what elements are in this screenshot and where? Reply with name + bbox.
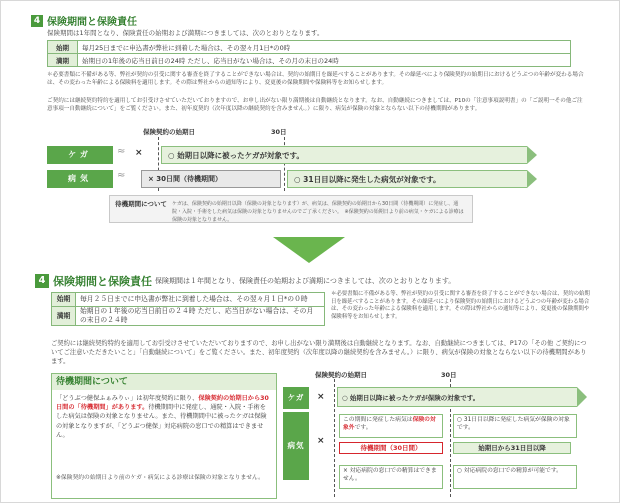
timeline-start-line <box>334 379 335 497</box>
timeline-day30-label: 30日 <box>441 371 457 379</box>
waiting-period-body-text: 「どうぶつ健保ふぁみりぃ」は初年度契約に限り、 <box>56 395 199 402</box>
before-section <box>1 1 620 237</box>
period-start-text: 毎月25日までに申込書が弊社に到着した場合は、その翌々月1日*の0時 <box>78 41 571 54</box>
period-start-label: 始期 <box>48 41 78 54</box>
after-section-heading <box>35 273 152 289</box>
illness-covered-box: ○ 31日目以降に発症した病気が保険の対象です。 <box>453 414 577 438</box>
section-number-badge: 4 <box>31 15 43 27</box>
wave-break-icon: ≈ <box>117 170 126 181</box>
waiting-period-bar: × 30日間（待機期間） <box>141 170 281 188</box>
period-start-text: 毎月２５日までに申込書が弊社に到着した場合は、その翌々月１日*の０時 <box>76 293 325 307</box>
table-row <box>52 307 325 326</box>
section-title: 保険期間と保険責任 <box>47 17 137 28</box>
review-note: ＊必要書類に不備がある等、弊社が契約の引受に関する審査を終了することができない場合は、契約の始期日を繰延べすることがあります。その繰延べにより保険契約の始期日におけるどうぶつの年齢が変わる場合は、その変わった年齢による保険料を適用します。その際は弊社からの通知等により、変更後の保険期間や保険料等をお知らせします。 <box>331 291 590 320</box>
illness-covered-bar: ○ 31日目以降に発生した病気が対象です。 <box>287 170 527 188</box>
table-row <box>48 41 571 54</box>
waiting-period-box <box>109 195 473 223</box>
waiting-period-chip: 待機期間（30日間） <box>339 442 443 454</box>
timeline-start-label: 保険契約の始期日 <box>143 128 195 136</box>
section-intro: 保険期間は１年間となり、保険責任の始期および満期につきましては、次のとおりとなります。 <box>155 277 456 285</box>
day31-onward-bar: 始期日から31日目以降 <box>453 442 571 454</box>
arrow-head-icon <box>527 146 537 164</box>
renewal-paragraph: ご契約には継続契約特約を適用してお引受けさせていただいておりますので、お申し出がない限り満期後は自動継続となります。なお、自動継続につきましては、P17の「その他 ご契約についてご注意いただきたいこと」「自動継続について」をご覧ください。また、初年度契約（次年度以降の継続契約を含みません。）に限り、病気が保険の対象とならない以下の待機期間があります。 <box>51 340 587 365</box>
illness-row-label: 病気 <box>47 170 113 188</box>
waiting-period-panel <box>51 373 277 499</box>
wave-break-icon: ≈ <box>117 146 126 157</box>
section-title: 保険期間と保険責任 <box>53 275 152 288</box>
cross-icon: × <box>135 148 143 158</box>
renewal-paragraph: ご契約には継続契約特約を適用してお引受けさせていただいておりますので、お申し出がない限り満期後は自動継続となります。なお、自動継続につきましては、P10の「注意事項説明書」の「ご説明一その他ご注意事項一自動継続について」をご覧ください。また、初年度契約（次年度以降の継続契約を含みません。）に限り、病気が保険の対象とならない以下の待機期間があります。 <box>47 98 583 112</box>
period-end-label: 満期 <box>48 54 78 67</box>
illness-excluded-text: この期間に発症した病気は <box>343 417 413 423</box>
review-note: ＊必要書類に不備がある等、弊社が契約の引受に関する審査を終了することができない場合は、契約の始期日を繰延べすることがあります。その繰延べにより保険契約の始期日におけるどうぶつの年齢が変わる場合は、その変わった年齢による保険料を適用します。その際は弊社からの通知等により、変更後の保険期間や保険料等をお知らせします。 <box>47 72 584 86</box>
section-number-badge: 4 <box>35 274 49 288</box>
table-row <box>48 54 571 67</box>
injury-covered-bar: ○ 始期日以降に被ったケガが対象です。 <box>161 146 527 164</box>
arrow-head-icon <box>527 170 537 188</box>
period-end-text: 始期日の1年後の応当日前日の24時 ただし、応当日がない場合は、その月の末日の24時 <box>78 54 571 67</box>
window-settlement-box: ○ 対応病院の窓口での精算が可能です。 <box>453 465 577 489</box>
down-arrow-icon <box>273 237 345 263</box>
illness-excluded-box <box>339 414 443 438</box>
table-row <box>52 293 325 307</box>
injury-row-label: ケガ <box>47 146 113 164</box>
after-section <box>1 269 620 504</box>
timeline-start-label: 保険契約の始期日 <box>315 371 367 379</box>
timeline-day30-label: 30日 <box>271 128 287 136</box>
waiting-period-title: 待機期間について <box>52 374 276 390</box>
waiting-period-title: 待機期間について <box>115 200 167 208</box>
cross-icon: × <box>317 392 325 402</box>
waiting-period-note: ※保険契約の始期日より前のケガ・病気による診療は保険の対象となりません。 <box>56 475 264 481</box>
illness-excluded-highlight: 保険の対象外 <box>343 417 436 431</box>
period-end-text: 始期日の１年後の応当日前日の２４時 ただし、応当日がない場合は、その月の末日の２４時 <box>76 307 325 326</box>
period-end-label: 満期 <box>52 307 76 326</box>
illness-row-label: 病気 <box>283 412 309 480</box>
arrow-head-icon <box>577 387 587 407</box>
section-intro: 保険期間は1年間となり、保険責任の始期および満期につきましては、次のとおりとなります。 <box>47 29 324 37</box>
injury-row-label: ケガ <box>283 387 309 409</box>
waiting-period-body-text: 待機期間中に発症し、通院・入院・手術をした病気は保険の対象となりません。また、待機期間中に被ったケガは保険の対象となりますが、「どうぶつ健保」対応病院の窓口での精算はできません。 <box>56 404 267 439</box>
period-table <box>47 40 571 67</box>
before-section-heading <box>31 13 137 28</box>
no-window-settlement-box: × 対応病院の窓口での精算はできません。 <box>339 465 443 489</box>
waiting-period-body <box>56 394 272 440</box>
waiting-period-highlight: 保険契約の始期日から30日間の「待機期間」があります。 <box>56 395 269 412</box>
cross-icon: × <box>317 436 325 446</box>
period-start-label: 始期 <box>52 293 76 307</box>
period-table <box>51 292 325 326</box>
illness-excluded-end: です。 <box>354 425 372 431</box>
waiting-period-text: ケガは、保険契約の始期日以降（保険の対象となります）が、病気は、保険契約の始期日から30日間（待機期間）に発症し、通院・入院・手術をした病気は保険の対象となりませんのでご了承ください。 ※保険契約の始期日より前の病気・ケガによる診療は保険の対象となりません。 <box>172 201 464 223</box>
injury-covered-bar: ○ 始期日以降に被ったケガが保険の対象です。 <box>337 387 577 407</box>
